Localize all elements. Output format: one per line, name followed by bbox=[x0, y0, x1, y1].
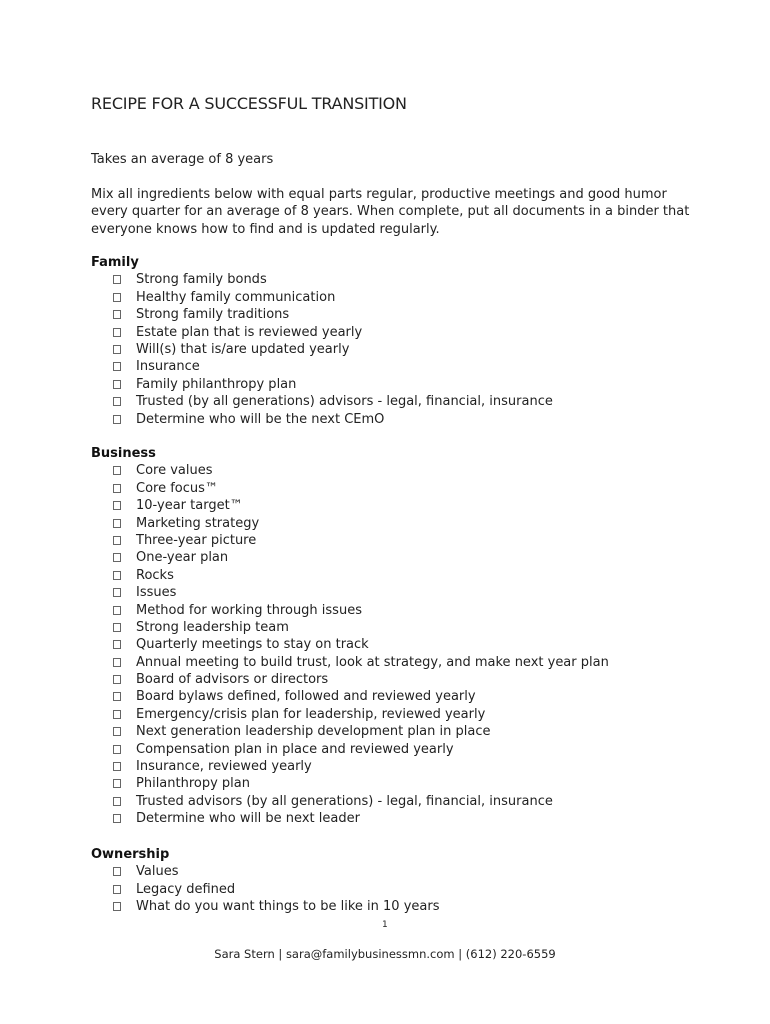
checklist-item-label: Insurance bbox=[136, 359, 200, 375]
checkbox-icon[interactable] bbox=[113, 571, 121, 580]
checkbox-icon[interactable] bbox=[113, 710, 121, 719]
checklist-item-label: Trusted (by all generations) advisors - legal, financial, insurance bbox=[136, 394, 553, 410]
checklist-item bbox=[91, 358, 691, 375]
checklist-item bbox=[91, 654, 691, 671]
checklist-item-label: Will(s) that is/are updated yearly bbox=[136, 341, 350, 357]
checkbox-icon[interactable] bbox=[113, 762, 121, 771]
section-title: Business bbox=[91, 446, 156, 461]
checklist-item bbox=[91, 758, 691, 775]
checklist-item-label: Rocks bbox=[136, 567, 174, 583]
section-family bbox=[91, 254, 691, 428]
checklist-item bbox=[91, 584, 691, 601]
checklist-item-label: Marketing strategy bbox=[136, 515, 260, 531]
checklist-item-label: What do you want things to be like in 10 years bbox=[136, 899, 440, 915]
checkbox-icon[interactable] bbox=[113, 640, 121, 649]
checklist-item bbox=[91, 480, 691, 497]
checklist-item bbox=[91, 636, 691, 653]
checkbox-icon[interactable] bbox=[113, 380, 121, 389]
checklist-item-label: Strong leadership team bbox=[136, 619, 289, 635]
checklist-item bbox=[91, 602, 691, 619]
checkbox-icon[interactable] bbox=[113, 553, 121, 562]
checklist-item bbox=[91, 619, 691, 636]
checklist-item bbox=[91, 462, 691, 479]
subtitle: Takes an average of 8 years bbox=[91, 152, 274, 167]
section-title: Ownership bbox=[91, 847, 170, 862]
checklist-item-label: Determine who will be next leader bbox=[136, 811, 360, 827]
checklist-item-label: Method for working through issues bbox=[136, 602, 362, 618]
checkbox-icon[interactable] bbox=[113, 658, 121, 667]
checklist-item bbox=[91, 515, 691, 532]
checkbox-icon[interactable] bbox=[113, 606, 121, 615]
checklist-item bbox=[91, 549, 691, 566]
checklist-item bbox=[91, 567, 691, 584]
checklist bbox=[91, 271, 691, 428]
checkbox-icon[interactable] bbox=[113, 466, 121, 475]
checkbox-icon[interactable] bbox=[113, 397, 121, 406]
checklist-item bbox=[91, 741, 691, 758]
checklist-item bbox=[91, 706, 691, 723]
checkbox-icon[interactable] bbox=[113, 623, 121, 632]
checklist-item-label: Family philanthropy plan bbox=[136, 376, 297, 392]
checkbox-icon[interactable] bbox=[113, 885, 121, 894]
checklist-item-label: Healthy family communication bbox=[136, 289, 336, 305]
checkbox-icon[interactable] bbox=[113, 519, 121, 528]
checklist-item bbox=[91, 497, 691, 514]
checklist-item bbox=[91, 324, 691, 341]
checklist-item-label: Estate plan that is reviewed yearly bbox=[136, 324, 363, 340]
checklist-item bbox=[91, 863, 691, 880]
checkbox-icon[interactable] bbox=[113, 779, 121, 788]
checkbox-icon[interactable] bbox=[113, 675, 121, 684]
page-number: 1 bbox=[382, 920, 388, 930]
checklist-item-label: Legacy defined bbox=[136, 881, 236, 897]
footer-contact: Sara Stern | sara@familybusinessmn.com | (612) 220-6559 bbox=[214, 947, 556, 961]
checklist-item-label: Strong family bonds bbox=[136, 272, 267, 288]
checklist-item-label: Trusted advisors (by all generations) - legal, financial, insurance bbox=[136, 793, 553, 809]
checkbox-icon[interactable] bbox=[113, 293, 121, 302]
checklist-item bbox=[91, 810, 691, 827]
checkbox-icon[interactable] bbox=[113, 275, 121, 284]
checklist-item bbox=[91, 411, 691, 428]
checkbox-icon[interactable] bbox=[113, 692, 121, 701]
checklist-item-label: Quarterly meetings to stay on track bbox=[136, 637, 369, 653]
checklist-item-label: Issues bbox=[136, 585, 177, 601]
page-title: RECIPE FOR A SUCCESSFUL TRANSITION bbox=[91, 94, 407, 113]
checklist-item bbox=[91, 898, 691, 915]
checklist bbox=[91, 863, 691, 915]
checkbox-icon[interactable] bbox=[113, 867, 121, 876]
checkbox-icon[interactable] bbox=[113, 797, 121, 806]
checklist-item-label: Philanthropy plan bbox=[136, 776, 251, 792]
checklist-item-label: Annual meeting to build trust, look at strategy, and make next year plan bbox=[136, 654, 609, 670]
checklist-item-label: One-year plan bbox=[136, 550, 229, 566]
checkbox-icon[interactable] bbox=[113, 362, 121, 371]
checkbox-icon[interactable] bbox=[113, 902, 121, 911]
section-title: Family bbox=[91, 255, 139, 270]
checkbox-icon[interactable] bbox=[113, 328, 121, 337]
checklist-item bbox=[91, 376, 691, 393]
checklist-item bbox=[91, 881, 691, 898]
checklist bbox=[91, 462, 691, 827]
checklist-item bbox=[91, 532, 691, 549]
checklist-item-label: Strong family traditions bbox=[136, 307, 290, 323]
checkbox-icon[interactable] bbox=[113, 345, 121, 354]
checkbox-icon[interactable] bbox=[113, 536, 121, 545]
intro-paragraph: Mix all ingredients below with equal parts regular, productive meetings and good humor every quarter for an average of 8 years. When complete, put all documents in a binder that everyone knows how to find and is updated regularly. bbox=[91, 187, 690, 237]
checkbox-icon[interactable] bbox=[113, 745, 121, 754]
checklist-item-label: Emergency/crisis plan for leadership, reviewed yearly bbox=[136, 706, 486, 722]
checklist-item-label: Insurance, reviewed yearly bbox=[136, 759, 312, 775]
checklist-item-label: Board of advisors or directors bbox=[136, 672, 329, 688]
checklist-item-label: Determine who will be the next CEmO bbox=[136, 411, 385, 427]
checklist-item bbox=[91, 341, 691, 358]
section-ownership bbox=[91, 846, 691, 916]
checklist-item bbox=[91, 289, 691, 306]
checkbox-icon[interactable] bbox=[113, 814, 121, 823]
checkbox-icon[interactable] bbox=[113, 415, 121, 424]
checklist-item-label: Core values bbox=[136, 463, 213, 479]
checkbox-icon[interactable] bbox=[113, 588, 121, 597]
checklist-item bbox=[91, 793, 691, 810]
checklist-item bbox=[91, 688, 691, 705]
checklist-item bbox=[91, 775, 691, 792]
checklist-item-label: Compensation plan in place and reviewed yearly bbox=[136, 741, 454, 757]
checklist-item bbox=[91, 393, 691, 410]
checkbox-icon[interactable] bbox=[113, 727, 121, 736]
checklist-item-label: Three-year picture bbox=[136, 532, 257, 548]
checklist-item bbox=[91, 271, 691, 288]
checklist-item-label: Values bbox=[136, 864, 179, 880]
checklist-item-label: Board bylaws defined, followed and reviewed yearly bbox=[136, 689, 476, 705]
checklist-item bbox=[91, 723, 691, 740]
checkbox-icon[interactable] bbox=[113, 310, 121, 319]
checklist-item bbox=[91, 671, 691, 688]
checkbox-icon[interactable] bbox=[113, 484, 121, 493]
checklist-item-label: Core focus™ bbox=[136, 480, 218, 496]
section-business bbox=[91, 445, 691, 828]
checklist-item-label: Next generation leadership development plan in place bbox=[136, 724, 491, 740]
checkbox-icon[interactable] bbox=[113, 501, 121, 510]
checklist-item bbox=[91, 306, 691, 323]
checklist-item-label: 10-year target™ bbox=[136, 498, 243, 514]
